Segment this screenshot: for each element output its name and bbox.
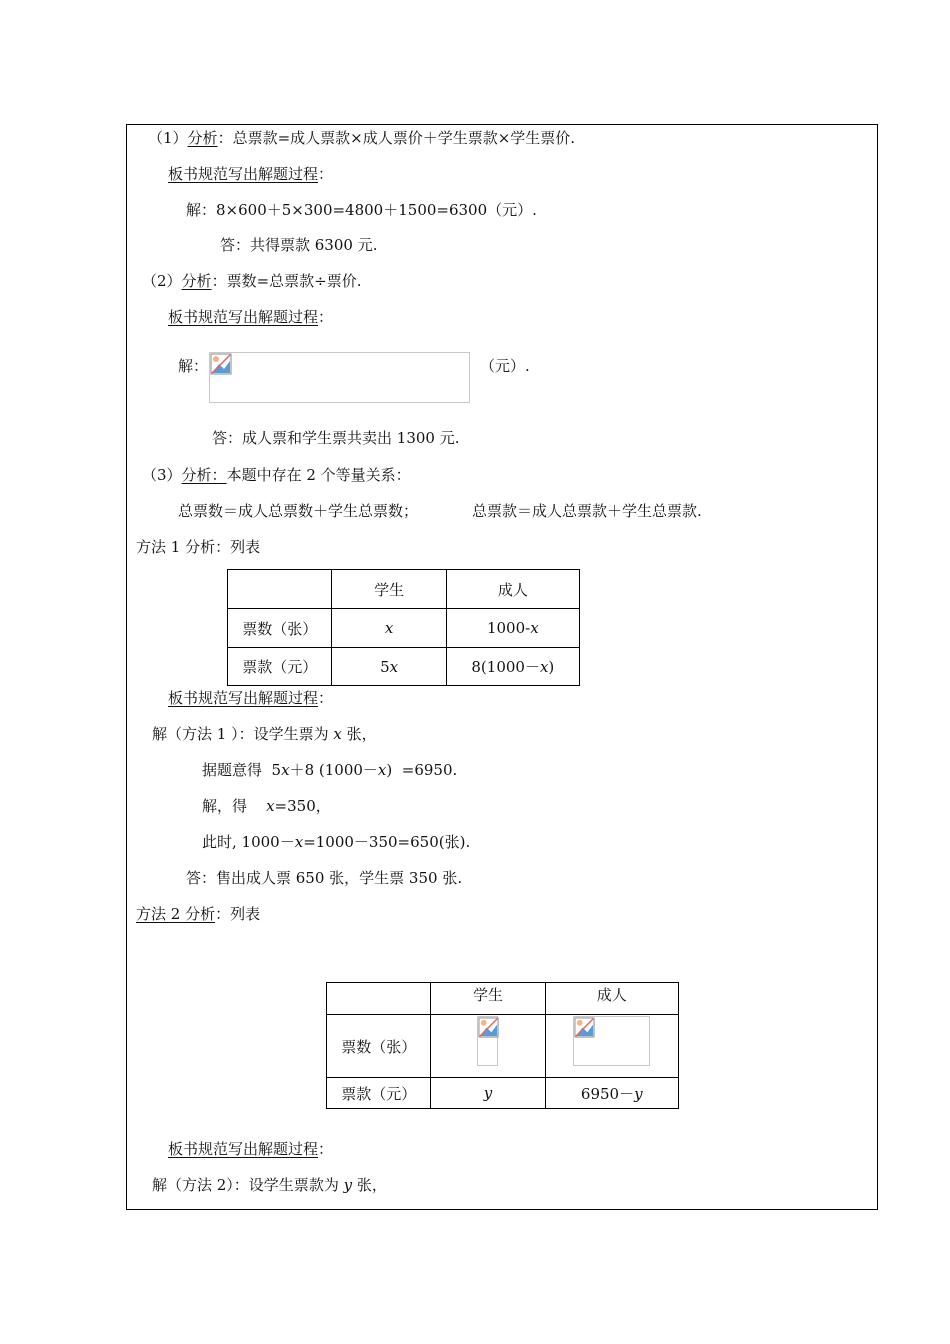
part2-process-heading: 板书规范写出解题过程： xyxy=(168,308,334,326)
broken-image-icon xyxy=(574,1017,595,1038)
row-label: 票款（元） xyxy=(228,648,332,686)
part1-process-heading: 板书规范写出解题过程： xyxy=(168,165,334,183)
row-label: 票数（张） xyxy=(327,1015,431,1078)
table-row xyxy=(327,1078,679,1109)
part1-answer: 答：共得票款 6300 元. xyxy=(220,236,378,254)
part2-analysis: （2）分析：票数=总票款÷票价. xyxy=(142,272,362,290)
method1-table xyxy=(227,569,580,686)
part2-answer: 答：成人票和学生票共卖出 1300 元. xyxy=(212,429,460,447)
table-corner-cell xyxy=(228,570,332,609)
cell-adult-count: 1000-x xyxy=(446,609,579,648)
relation-money: 总票款＝成人总票款＋学生总票款. xyxy=(472,502,702,520)
cell-adult-money: 6950－y xyxy=(545,1078,678,1109)
part1-analysis: （1）分析：总票款=成人票款×成人票价＋学生票款×学生票价. xyxy=(148,129,576,147)
method2-table xyxy=(326,982,679,1109)
broken-image-icon xyxy=(478,1017,499,1038)
part3-analysis: （3）分析：本题中存在 2 个等量关系： xyxy=(142,466,411,484)
table-row xyxy=(228,648,580,686)
part2-solution-suffix: （元）. xyxy=(480,357,530,375)
formula-image-placeholder xyxy=(573,1016,650,1066)
header-adult: 成人 xyxy=(545,983,678,1015)
part1-solution: 解：8×600＋5×300=4800＋1500=6300（元）. xyxy=(186,201,537,219)
cell-adult-money: 8(1000－x) xyxy=(446,648,579,686)
method1-step-let: 解（方法 1 ）：设学生票为 x 张， xyxy=(152,725,377,743)
cell-student-count: x xyxy=(332,609,446,648)
table-row xyxy=(327,1015,679,1078)
header-student: 学生 xyxy=(431,983,545,1015)
header-adult: 成人 xyxy=(446,570,579,609)
method1-process-heading: 板书规范写出解题过程： xyxy=(168,689,334,707)
table-header-row xyxy=(228,570,580,609)
header-student: 学生 xyxy=(332,570,446,609)
method2-process-heading: 板书规范写出解题过程： xyxy=(168,1140,334,1158)
broken-image-icon xyxy=(210,353,232,375)
method2-heading: 方法 2 分析：列表 xyxy=(136,905,261,923)
method1-answer: 答：售出成人票 650 张，学生票 350 张. xyxy=(186,869,463,887)
row-label: 票款（元） xyxy=(327,1078,431,1109)
part2-solution-prefix: 解： xyxy=(178,357,209,375)
table-header-row xyxy=(327,983,679,1015)
method1-heading: 方法 1 分析：列表 xyxy=(136,538,261,556)
cell-student-count xyxy=(431,1015,545,1078)
table-corner-cell xyxy=(327,983,431,1015)
method2-step-let: 解（方法 2）：设学生票款为 y 张， xyxy=(152,1176,387,1194)
table-row xyxy=(228,609,580,648)
cell-student-money: 5x xyxy=(332,648,446,686)
formula-image-placeholder xyxy=(477,1016,498,1066)
row-label: 票数（张） xyxy=(228,609,332,648)
relation-tickets: 总票数＝成人总票数＋学生总票数； xyxy=(178,502,419,520)
method1-step-adult: 此时, 1000－x=1000－350=650(张). xyxy=(202,833,471,851)
method1-step-equation: 据题意得 5x＋8 (1000－x) =6950. xyxy=(202,761,458,779)
formula-image-placeholder xyxy=(209,352,470,403)
cell-student-money: y xyxy=(431,1078,545,1109)
cell-adult-count xyxy=(545,1015,678,1078)
method1-step-solve: 解，得 x=350， xyxy=(202,797,331,815)
